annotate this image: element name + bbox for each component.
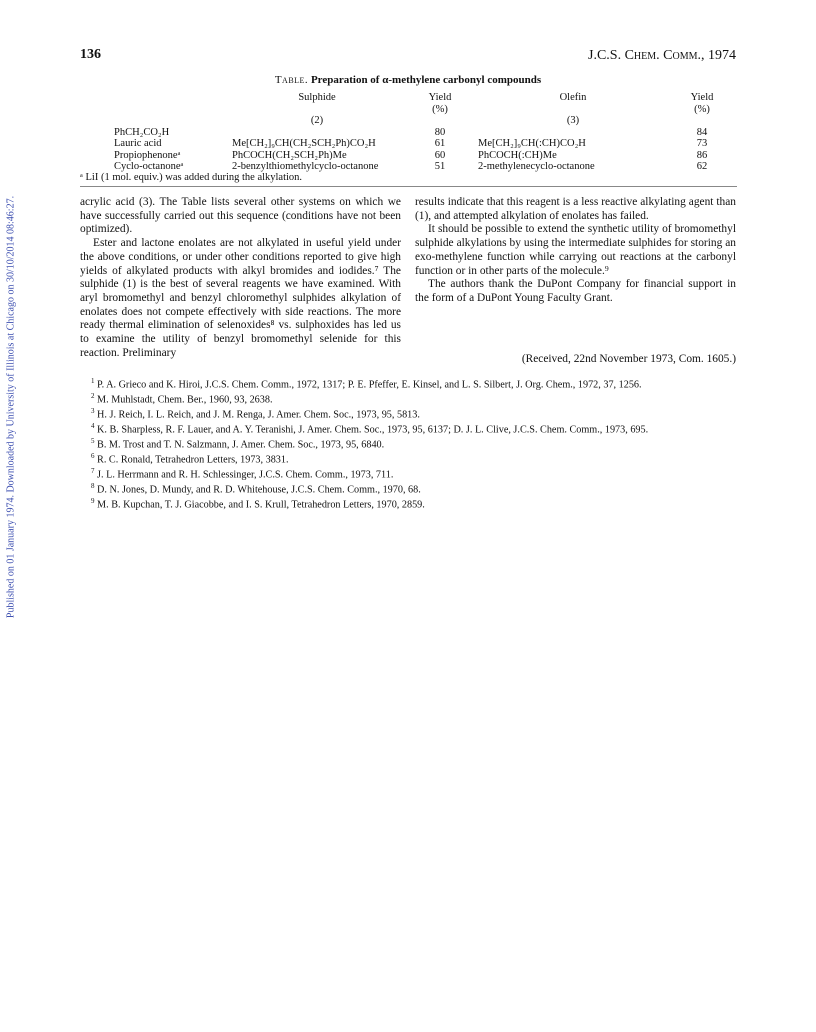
table-header-row	[110, 92, 732, 115]
table-cell: PhCH₂CO₂H	[114, 126, 170, 138]
reference-text: M. B. Kupchan, T. J. Giacobbe, and I. S. Krull, Tetrahedron Letters, 1970, 2859.	[97, 499, 425, 511]
reference-number: 1	[91, 377, 95, 385]
table-footnote: ᵃ LiI (1 mol. equiv.) was added during the alkylation.	[80, 172, 303, 183]
table-title: Preparation of α-methylene carbonyl compounds	[310, 74, 542, 86]
table-cell: 2-benzylthiomethylcyclo-octanone	[232, 161, 379, 172]
table-compound-label-row	[110, 115, 732, 127]
reference-item	[80, 481, 737, 496]
table-cell: Me[CH₂]₉CH(:CH)CO₂H	[478, 138, 586, 149]
table-cell: 51	[434, 161, 446, 172]
reference-item	[80, 436, 737, 451]
body-column-right	[415, 196, 736, 306]
compound-label: (3)	[566, 115, 580, 126]
compound-label	[406, 115, 474, 127]
table-row	[110, 127, 732, 139]
page-number: 136	[80, 47, 101, 62]
reference-number: 8	[91, 481, 95, 490]
table-caption	[0, 74, 816, 86]
reference-item	[80, 496, 737, 511]
table-cell	[228, 127, 406, 139]
data-table	[110, 92, 732, 173]
table-cell	[474, 127, 672, 139]
reference-text: M. Muhlstadt, Chem. Ber., 1960, 93, 2638.	[97, 394, 273, 406]
table-cell: PhCOCH(:CH)Me	[478, 149, 557, 161]
reference-item	[80, 406, 737, 421]
download-watermark	[4, 182, 18, 632]
table-cell: Cyclo-octanoneᵃ	[114, 161, 184, 172]
reference-item	[80, 391, 737, 406]
received-note: (Received, 22nd November 1973, Com. 1605.)	[521, 353, 736, 365]
reference-text: K. B. Sharpless, R. F. Lauer, and A. Y. Teranishi, J. Amer. Chem. Soc., 1973, 95, 6137; D. J. L. Clive, J.C.S. Chem. Comm., 1973, 695.	[97, 424, 649, 436]
table-cell: 86	[696, 149, 708, 161]
running-header	[588, 48, 736, 64]
reference-item	[80, 376, 737, 391]
body-paragraph: Ester and lactone enolates are not alkylated in useful yield under the above conditions, or under other conditions reported to give high yields of alkylated products with alkyl bromides and iodides.⁷ The sulphide (1) is the best of several reagents we have examined. With aryl bromomethyl and benzyl chloromethyl sulphides alkylation of enolates does not compete effectively with side reactions. The more ready thermal elimination of selenoxides⁸ vs. sulphoxides has led us to examine the utility of benzyl bromomethyl selenide for this reaction. Preliminary	[80, 237, 401, 359]
download-watermark-text: Published on 01 January 1974. Downloaded by University of Illinois at Chicago on 30/10/2014 08:46:27.	[5, 195, 17, 619]
reference-number: 2	[91, 391, 95, 400]
reference-number: 5	[91, 436, 95, 445]
reference-item	[80, 451, 737, 466]
table-cell: Me[CH₂]₉CH(CH₂SCH₂Ph)CO₂H	[232, 138, 376, 149]
reference-text: D. N. Jones, D. Mundy, and R. D. Whitehouse, J.C.S. Chem. Comm., 1970, 68.	[97, 484, 421, 496]
reference-number: 7	[91, 466, 95, 475]
reference-text: P. A. Grieco and K. Hiroi, J.C.S. Chem. Comm., 1972, 1317; P. E. Pfeffer, E. Kinsel, and L. S. Silbert, J. Org. Chem., 1972, 37, 1256.	[97, 379, 642, 391]
table-cell: 60	[434, 149, 446, 161]
table-header-cell: Yield (%)	[428, 92, 452, 115]
body-paragraph: results indicate that this reagent is a less reactive alkylating agent than (1), and attempted alkylation of enolates has failed.	[415, 196, 736, 222]
table-cell: 80	[434, 126, 446, 138]
body-column-left	[80, 196, 401, 360]
table-cell: PhCOCH(CH₂SCH₂Ph)Me	[232, 149, 347, 161]
table-header-cell: Sulphide	[298, 92, 336, 103]
compound-label	[672, 115, 732, 127]
table-header-cell	[110, 92, 228, 115]
reference-text: H. J. Reich, I. L. Reich, and J. M. Renga, J. Amer. Chem. Soc., 1973, 95, 5813.	[97, 409, 420, 421]
reference-item	[80, 466, 737, 481]
table-row	[110, 161, 732, 173]
compound-label: (2)	[310, 115, 324, 126]
reference-number: 6	[91, 451, 95, 460]
table-cell: 61	[434, 138, 446, 149]
compound-label	[110, 115, 228, 127]
table-label: Table.	[274, 74, 309, 86]
table-cell: 62	[696, 161, 708, 172]
references	[80, 376, 737, 511]
reference-text: B. M. Trost and T. N. Salzmann, J. Amer. Chem. Soc., 1973, 95, 6840.	[97, 439, 385, 451]
reference-item	[80, 421, 737, 436]
table-cell: 73	[696, 138, 708, 149]
table-row	[110, 150, 732, 162]
body-paragraph: It should be possible to extend the synthetic utility of bromomethyl sulphide alkylations by using the intermediate sulphides for storing an exo-methylene function while carrying out reactions at the carbonyl function or in other parts of the molecule.⁹	[415, 223, 736, 277]
reference-number: 9	[91, 496, 95, 505]
reference-number: 4	[91, 421, 95, 430]
table-cell: Lauric acid	[114, 138, 162, 149]
table-header-cell: Olefin	[559, 92, 587, 103]
reference-text: J. L. Herrmann and R. H. Schlessinger, J.C.S. Chem. Comm., 1973, 711.	[97, 469, 394, 481]
reference-text: R. C. Ronald, Tetrahedron Letters, 1973, 3831.	[97, 454, 289, 466]
table-header-cell: Yield (%)	[690, 92, 714, 115]
body-paragraph: acrylic acid (3). The Table lists several other systems on which we have successfully carried out this sequence (conditions have not been optimized).	[80, 196, 401, 236]
table-cell: 2-methylenecyclo-octanone	[478, 161, 595, 172]
table-row	[110, 138, 732, 150]
journal-name: J.C.S. Chem. Comm., 1974	[588, 48, 736, 63]
body-paragraph: The authors thank the DuPont Company for financial support in the form of a DuPont Young Faculty Grant.	[415, 278, 736, 304]
table-cell: Propiophenoneᵃ	[114, 149, 181, 161]
reference-number: 3	[91, 406, 95, 415]
divider	[80, 186, 737, 187]
table-cell: 84	[696, 126, 708, 138]
